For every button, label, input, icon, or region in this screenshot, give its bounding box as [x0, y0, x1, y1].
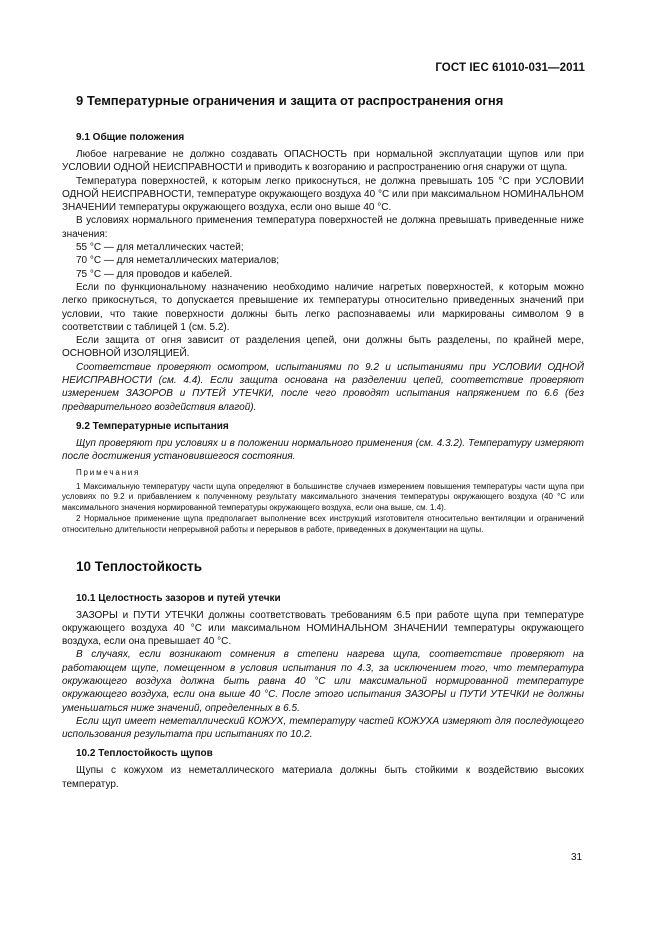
compliance-text: Соответствие проверяют осмотром, испытаниями по 9.2 и испытаниями при УСЛОВИИ ОДНОЙ НЕИСПРАВНОСТИ (см. 4.4). Если защита основана на разделении цепей, соответствие проверяют измерением ЗАЗОРОВ и ПУТЕЙ УТЕЧКИ, после чего проводят испытания напряжением по 6.6 (без предварительного воздействия влагой). [62, 361, 584, 413]
list-item: 70 °С — для неметаллических материалов; [76, 255, 280, 267]
subsection-9-2-title: 9.2 Температурные испытания [76, 420, 229, 432]
paragraph: ЗАЗОРЫ и ПУТИ УТЕЧКИ должны соответствовать требованиям 6.5 при работе щупа при температуре окружающего воздуха 40 °С или максимальном НОМИНАЛЬНОМ ЗНАЧЕНИИ температуры окружающего воздуха, если она превышает 40 °С. [62, 609, 584, 648]
notes-title: Примечания [76, 467, 141, 477]
paragraph: Если защита от огня зависит от разделения цепей, они должны быть разделены, по крайней мере, ОСНОВНОЙ ИЗОЛЯЦИЕЙ. [62, 335, 584, 360]
note: 2 Нормальное применение щупа предполагает выполнение всех инструкций изготовителя относительно вентиляции и ограничений относительно длительности непрерывной работы и перерывов в работе, приведенных в документации на щупы. [62, 513, 584, 534]
page-content [62, 92, 584, 791]
paragraph: В условиях нормального применения температура поверхностей не должна превышать приведенные ниже значения: [62, 215, 584, 240]
paragraph: Щупы с кожухом из неметаллического материала должны быть стойкими к воздействию высоких температур. [62, 765, 584, 790]
subsection-10-2-title: 10.2 Теплостойкость щупов [76, 748, 213, 760]
paragraph: Любое нагревание не должно создавать ОПАСНОСТЬ при нормальной эксплуатации щупов или при УСЛОВИИ ОДНОЙ НЕИСПРАВНОСТИ и приводить к возгоранию и распространению огня снаружи от щупа. [62, 149, 584, 174]
list-item: 55 °С — для металлических частей; [76, 242, 244, 254]
compliance-text: Если щуп имеет неметаллический КОЖУХ, температуру частей КОЖУХА измеряют для последующего использования результата при испытаниях по 10.2. [62, 715, 584, 741]
paragraph: Если по функциональному назначению необходимо наличие нагретых поверхностей, к которым можно легко прикоснуться, то допускается превышение их температуры относительно приведенных значений при условии, что такие поверхности должны быть легко распознаваемы или маркированы символом 9 в соответствии с таблицей 1 (см. 5.2). [62, 281, 584, 333]
subsection-10-1-title: 10.1 Целостность зазоров и путей утечки [76, 592, 281, 604]
standard-header: ГОСТ IEC 61010-031—2011 [435, 62, 585, 74]
paragraph: Температура поверхностей, к которым легко прикоснуться, не должна превышать 105 °С при УСЛОВИИ ОДНОЙ НЕИСПРАВНОСТИ, температуре окружающего воздуха 40 °С или при максимальном НОМИНАЛЬНОМ ЗНАЧЕНИИ температуры окружающего воздуха, если оно выше 40 °С. [62, 175, 584, 214]
note: 1 Максимальную температуру части щупа определяют в большинстве случаев измерением повышения температуры части щупа при условиях по 9.2 и прибавлением к полученному результату максимального значения температуры окружающего воздуха (40 °С или максимального значения нормированной температуры окружающего воздуха, если она выше, см. 1.4). [62, 481, 584, 513]
section-9-title: 9 Температурные ограничения и защита от распространения огня [76, 93, 504, 108]
subsection-9-1-title: 9.1 Общие положения [76, 132, 185, 143]
page-number: 31 [571, 852, 583, 863]
compliance-text: Щуп проверяют при условиях и в положении нормального применения (см. 4.3.2). Температуру измеряют после достижения установившегося состояния. [62, 437, 584, 463]
compliance-text: В случаях, если возникают сомнения в степени нагрева щупа, соответствие проверяют на работающем щупе, помещенном в условия испытания по 4.3, за исключением того, что температура окружающего воздуха должна быть равна 40 °С или максимальной нормированной температуре окружающего воздуха, если она выше 40 °С. После этого испытания ЗАЗОРЫ и ПУТИ УТЕЧКИ не должны уменьшаться ниже значений, определенных в 6.5. [62, 649, 584, 714]
section-10-title: 10 Теплостойкость [76, 558, 203, 574]
list-item: 75 °С — для проводов и кабелей. [76, 268, 233, 280]
